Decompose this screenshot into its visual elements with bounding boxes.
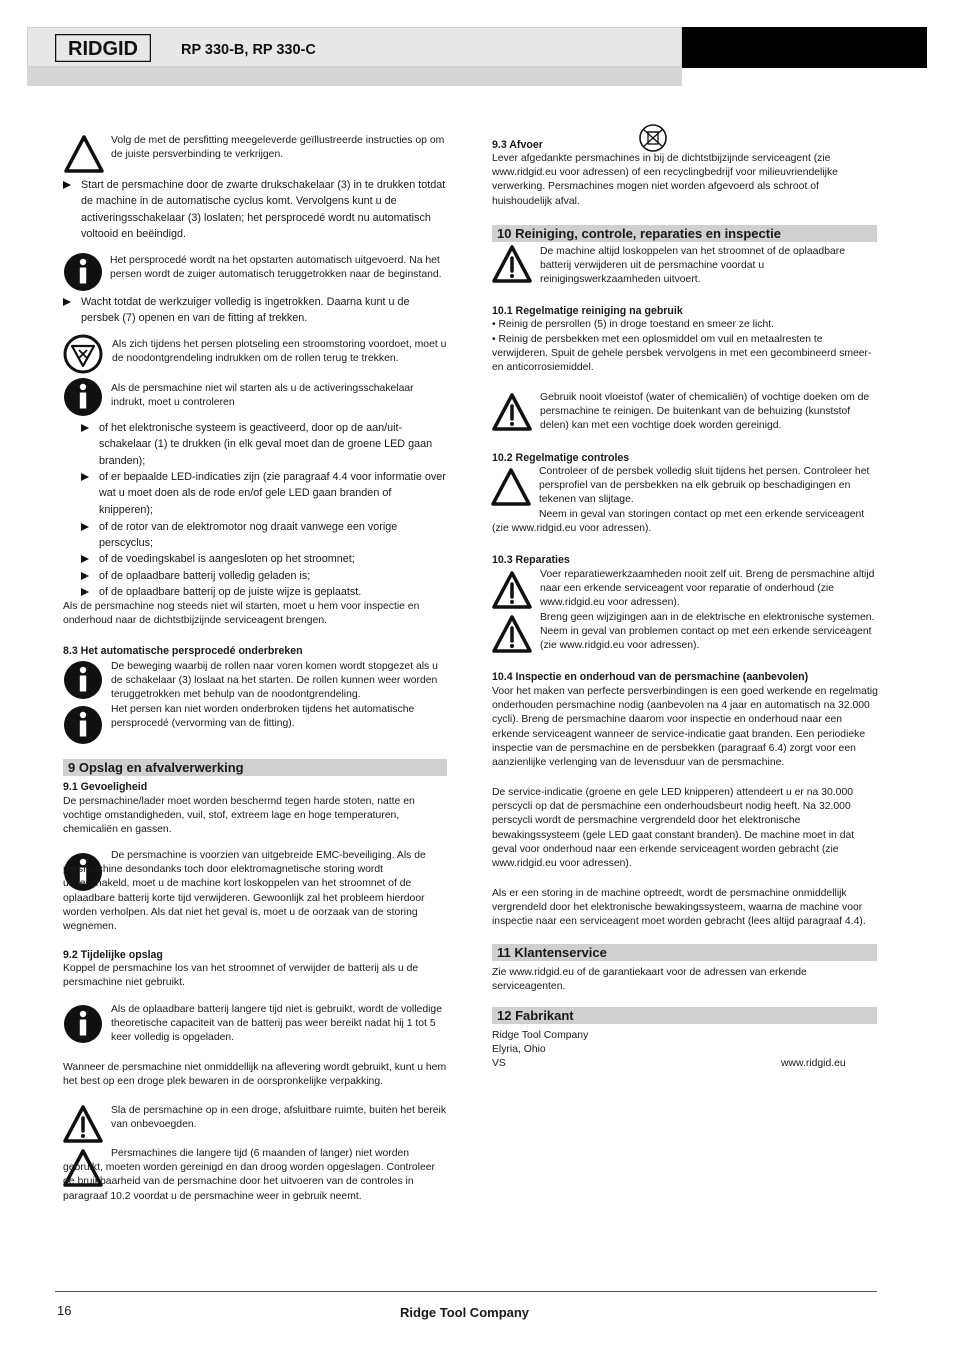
interrupt-note: De beweging waarbij de rollen naar voren komen wordt stopgezet als u de schakelaar (3) loslaat na het starten. De rollen kunnen weer worden teruggetrokken met behulp van de noodontgrendeling. — [111, 661, 438, 701]
logo-text: RIDGID — [68, 38, 138, 60]
section-heading-10-3: 10.3 Reparaties — [492, 554, 570, 566]
manufacturer-city: Elyria, Ohio — [492, 1044, 546, 1055]
customer-service-text: Zie www.ridgid.eu of de garantiekaart voor de adressen van erkende serviceagenten. — [492, 967, 807, 993]
section-heading-9-1: 9.1 Gevoeligheid — [63, 781, 148, 793]
bullet-arrow-icon — [63, 181, 71, 189]
modification-warning: Breng geen wijzigingen aan in de elektrische en elektronische systemen. Neem in geval van problemen contact op met een erkende serviceagent (zie www.ridgid.eu voor adressen). — [540, 612, 875, 652]
manufacturer-website[interactable]: www.ridgid.eu — [781, 1058, 846, 1069]
warning-exclamation-icon — [492, 614, 532, 654]
warning-icon — [64, 134, 104, 174]
ridgid-logo — [55, 34, 151, 62]
bullet-arrow-icon — [81, 523, 89, 531]
list-item: of het elektronische systeem is geactiveerd, door op de aan/uit-schakelaar (1) te drukken (in elk geval moet dan de groene LED gaan branden); — [81, 420, 447, 469]
service-indicator-text: De service-indicatie (groene en gele LED knipperen) attendeert u er na 30.000 perscycli op dat de persmachine een onderhoudsbeurt nodig heeft. Na 32.000 perscycli wordt de persmachine vergrendeld door het elektronische bewakingssysteem (gele LED gaat constant branden). De machine moet in dat geval voor onderhoud naar een erkende serviceagent worden gebracht (zie www.ridgid.eu voor adressen). — [492, 787, 855, 870]
disconnect-warning: De machine altijd loskoppelen van het stroomnet of de oplaadbare batterij verwijderen uit de persmachine voordat u reinigingswerkzaamheden uitvoert. — [540, 246, 845, 286]
disposal-text: Lever afgedankte persmachines in bij de dichtstbijzijnde serviceagent (zie www.ridgid.eu voor adressen) of een recyclingbedrijf voor milieuvriendelijke verwerking. Persmachines mogen niet worden afgevoerd als schroot of huishoudelijk afval. — [492, 153, 838, 207]
list-item: of de rotor van de elektromotor nog draait vanwege een vorige perscyclus; — [81, 519, 447, 552]
cleaning-item: • Reinig de persrollen (5) in droge toestand en smeer ze licht. — [492, 319, 775, 330]
emc-note: De persmachine is voorzien van uitgebreide EMC-beveiliging. Als de persmachine desondanks toch door elektromagnetische storing wordt uitgeschakeld, moet u de machine kort loskoppelen van het stroomnet of de oplaadbare batterij korte tijd verwijderen. Gewoonlijk zal het probleem hierdoor worden verholpen. Als dat niet het geval is, moet u de oorzaak van de storing wegnemen. — [63, 850, 426, 933]
sensitivity-text: De persmachine/lader moet worden beschermd tegen harde stoten, natte en vochtige omstandigheden, vuil, stof, extreem lage en hoge temperaturen, chemicaliën en gassen. — [63, 796, 415, 836]
section-heading-10-2: 10.2 Regelmatige controles — [492, 452, 630, 464]
section-heading-10-1: 10.1 Regelmatige reiniging na gebruik — [492, 305, 683, 317]
start-check-note: Als de persmachine niet wil starten als u de activeringsschakelaar indrukt, moet u controleren — [111, 383, 414, 409]
info-icon — [63, 705, 103, 745]
list-item: of er bepaalde LED-indicaties zijn (zie paragraaf 4.4 voor informatie over wat u moet doen als de rode en/of gele LED gaan branden of knipperen); — [81, 469, 447, 518]
warning-exclamation-icon — [492, 244, 532, 284]
list-item: of de oplaadbare batterij op de juiste wijze is geplaatst. — [81, 584, 447, 600]
list-item: of de voedingskabel is aangesloten op het stroomnet; — [81, 551, 447, 567]
warning-exclamation-icon — [492, 392, 532, 432]
checks-text: Controleer of de persbek volledig sluit tijdens het persen. Controleer het persprofiel van de persbekken na elk gebruik op beschadigingen en tekenen van slijtage. — [539, 466, 870, 506]
section-heading-9: 9 Opslag en afvalverwerking — [63, 759, 447, 776]
fault-text: Als er een storing in de machine optreedt, wordt de persmachine onmiddellijk vergrendeld door het elektronische bewakingssysteem, waarna de machine voor inspectie naar een serviceagent moet worden gebracht (lees altijd paragraaf 4.4). — [492, 888, 866, 928]
interrupt-note: Het persen kan niet worden onderbroken tijdens het automatische persprocedé (vervorming van de fitting). — [111, 704, 415, 730]
footer-company: Ridge Tool Company — [400, 1305, 530, 1320]
info-icon — [63, 660, 103, 700]
page-number: 16 — [57, 1303, 72, 1318]
list-item: Start de persmachine door de zwarte drukschakelaar (3) in te drukken totdat de machine in de automatische cyclus komt. Vervolgens kunt u de activeringsschakelaar (3) loslaten; het persprocedé wordt nu automatisch voltooid en beëindigd. — [63, 177, 447, 242]
cleaning-item: • Reinig de persbekken met een oplosmiddel om vuil en metaalresten te verwijderen. Spuit de gehele persbek vervolgens in met een gecombineerd smeer- en anticorrosiemiddel. — [492, 334, 872, 374]
bullet-arrow-icon — [63, 298, 71, 306]
manufacturer-country: VS — [492, 1058, 506, 1069]
section-heading-11: 11 Klantenservice — [492, 944, 877, 961]
repair-warning: Voer reparatiewerkzaamheden nooit zelf uit. Breng de persmachine altijd naar een erkende serviceagent voor reparatie of onderhoud (zie www.ridgid.eu voor adressen). — [540, 569, 875, 609]
cleaning-warning: Gebruik nooit vloeistof (water of chemicaliën) of vochtige doeken om de persmachine te reinigen. De buitenkant van de behuizing (kunststof delen) kan met een vochtige doek worden gereinigd. — [540, 392, 870, 432]
info-icon — [63, 377, 103, 417]
list-item: of de oplaadbare batterij volledig geladen is; — [81, 568, 447, 584]
bullet-arrow-icon — [81, 555, 89, 563]
bullet-arrow-icon — [81, 572, 89, 580]
section-heading-12: 12 Fabrikant — [492, 1007, 877, 1024]
warning-exclamation-icon — [492, 570, 532, 610]
warning-icon — [491, 467, 531, 507]
emergency-note: Als zich tijdens het persen plotseling een stroomstoring voordoet, moet u de noodontgrendeling indrukken om de rollen terug te trekken. — [112, 339, 447, 365]
crossed-bin-icon — [637, 124, 669, 152]
checks-contact: Neem in geval van storingen contact op met een erkende serviceagent (zie www.ridgid.eu voor adressen). — [492, 509, 865, 535]
instruction-note: Volg de met de persfitting meegeleverde geïllustreerde instructies op om de juiste persverbinding te verkrijgen. — [111, 135, 445, 161]
info-icon — [63, 252, 103, 292]
list-item: Wacht totdat de werkzuiger volledig is ingetrokken. Daarna kunt u de persbek (7) openen en van de fitting af trekken. — [63, 294, 447, 327]
storage-warning: Sla de persmachine op in een droge, afsluitbare ruimte, buiten het bereik van onbevoegden. — [111, 1105, 447, 1131]
maintenance-text: Voor het maken van perfecte persverbindingen is een goed werkende en regelmatig onderhouden persmachine nodig (aanbevolen na 4 jaar en automatisch na 32.000 cycli). Breng de persmachine daarom voor inspectie en onderhoud naar een erkende serviceagent wanneer de service-indicatie gaat branden. Een periodieke inspectie van de persmachine en de persbekken (paragraaf 6.4) zorgt voor een aanzienlijke verlenging van de levensduur van de persmachine. — [492, 686, 878, 769]
bullet-arrow-icon — [81, 473, 89, 481]
manufacturer-name: Ridge Tool Company — [492, 1030, 589, 1041]
bullet-arrow-icon — [81, 424, 89, 432]
battery-note: Als de oplaadbare batterij langere tijd niet is gebruikt, wordt de volledige theoretische capaciteit van de batterij pas weer bereikt nadat hij 1 tot 5 keer volledig is opgeladen. — [111, 1004, 442, 1044]
footer-divider — [55, 1291, 877, 1292]
section-heading-9-3: 9.3 Afvoer — [492, 139, 543, 151]
service-note: Als de persmachine nog steeds niet wil starten, moet u hem voor inspectie en onderhoud naar de dichtstbijzijnde serviceagent brengen. — [63, 601, 420, 627]
section-heading-10: 10 Reiniging, controle, reparaties en inspectie — [492, 225, 877, 242]
packaging-text: Wanneer de persmachine niet onmiddellijk na aflevering wordt gebruikt, kunt u hem het best op een droge plek bewaren in de oorspronkelijke verpakking. — [63, 1062, 447, 1088]
storage-text: Koppel de persmachine los van het stroomnet of verwijder de batterij als u de persmachine niet gebruikt. — [63, 963, 419, 989]
info-icon — [63, 1004, 103, 1044]
section-heading-9-2: 9.2 Tijdelijke opslag — [63, 949, 163, 961]
emergency-release-icon — [63, 334, 103, 374]
header-black-block — [682, 27, 927, 68]
header-strip — [27, 67, 682, 86]
bullet-arrow-icon — [81, 588, 89, 596]
info-note: Het persprocedé wordt na het opstarten automatisch uitgevoerd. Na het persen wordt de zuiger automatisch teruggetrokken naar de beginstand. — [110, 255, 442, 281]
warning-exclamation-icon — [63, 1104, 103, 1144]
section-heading-10-4: 10.4 Inspectie en onderhoud van de persmachine (aanbevolen) — [492, 671, 809, 683]
long-storage-note: Persmachines die langere tijd (6 maanden of langer) niet worden gebruikt, moeten worden gereinigd en dan droog worden opgeslagen. Controleer de bruikbaarheid van de persmachine door het uitvoeren van de controles in paragraaf 10.2 voordat u de persmachine weer in gebruik neemt. — [63, 1148, 436, 1202]
model-title: RP 330-B, RP 330-C — [181, 42, 316, 58]
section-heading-8-3: 8.3 Het automatische persprocedé onderbreken — [63, 645, 303, 657]
